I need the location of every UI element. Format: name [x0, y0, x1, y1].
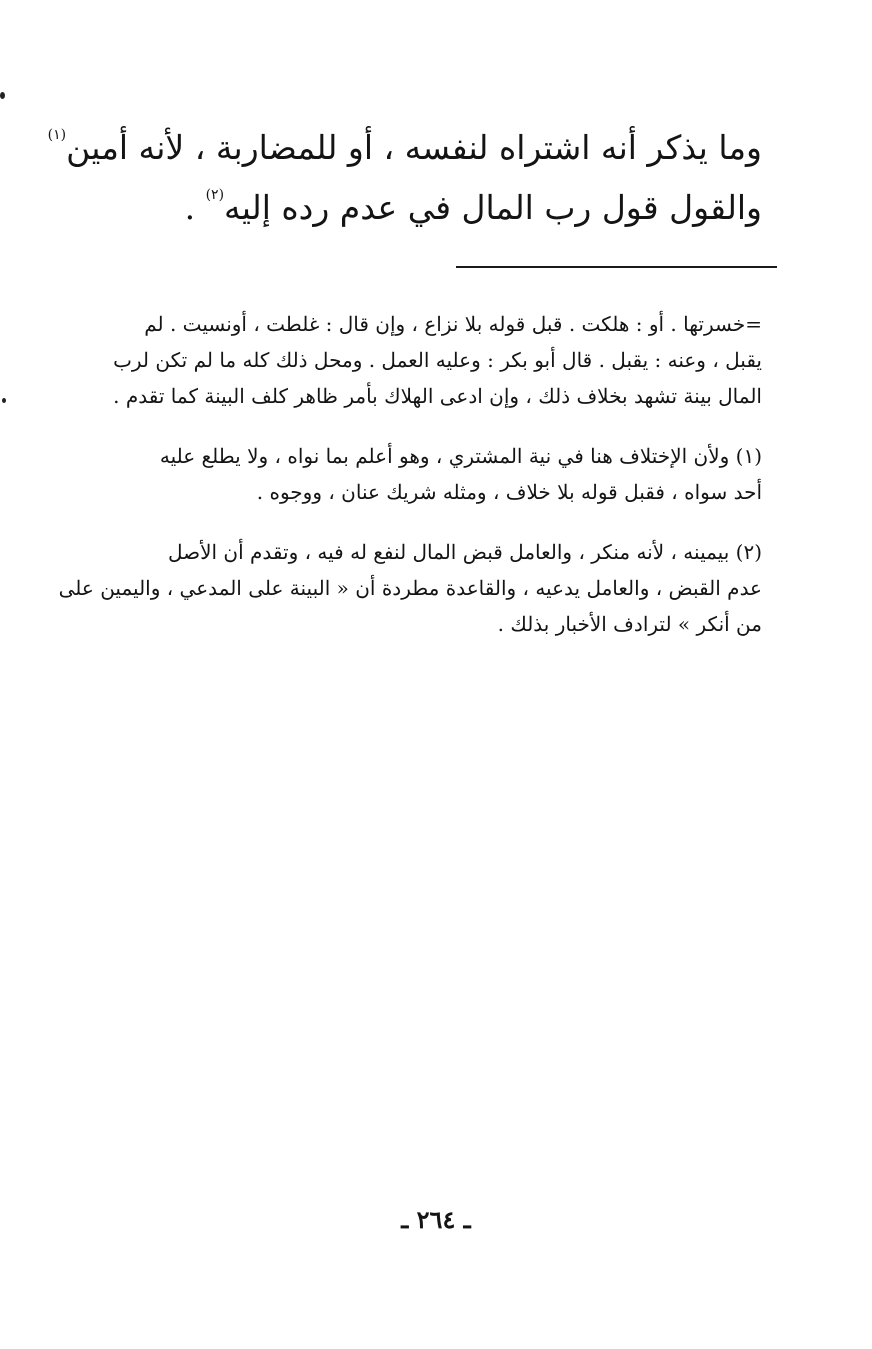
footnote-2: [22, 534, 762, 642]
footnote-1: [22, 438, 762, 510]
footnote-gap: [22, 510, 762, 534]
main-text: [47, 118, 762, 238]
footnote-ref-2: (٢): [205, 187, 225, 203]
footnote-ref-1: (١): [47, 127, 67, 143]
footnote-line: يقبل ، وعنه : يقبل . قال أبو بكر : وعليه العمل . ومحل ذلك كله ما لم تكن لرب: [113, 348, 762, 372]
main-line-2-tail: .: [184, 188, 206, 227]
main-line-2: [62, 178, 762, 238]
footnote-divider: [456, 266, 777, 268]
footnote-line: من أنكر » لترادف الأخبار بذلك .: [497, 612, 762, 636]
main-line-1-text: وما يذكر أنه اشتراه لنفسه ، أو للمضاربة ، لأنه أمين: [66, 128, 762, 167]
footnote-line: المال بينة تشهد بخلاف ذلك ، وإن ادعى الهلاك بأمر ظاهر كلف البينة كما تقدم .: [113, 384, 762, 408]
footnote-continuation: [22, 306, 762, 414]
margin-mark-middle: [2, 398, 6, 403]
footnote-line: (١) ولأن الإختلاف هنا في نية المشتري ، وهو أعلم بما نواه ، ولا يطلع عليه: [159, 444, 762, 468]
footnote-gap: [22, 414, 762, 438]
main-line-2-text: والقول قول رب المال في عدم رده إليه: [224, 188, 762, 227]
margin-mark-top: [0, 92, 5, 99]
footnotes: [22, 306, 762, 642]
footnote-line: (٢) بيمينه ، لأنه منكر ، والعامل قبض المال لنفع له فيه ، وتقدم أن الأصل: [167, 540, 762, 564]
footnote-line: =خسرتها . أو : هلكت . قبل قوله بلا نزاع ، وإن قال : غلطت ، أونسيت . لم: [144, 312, 762, 336]
footnote-line: عدم القبض ، والعامل يدعيه ، والقاعدة مطردة أن « البينة على المدعي ، واليمين على: [58, 576, 762, 600]
main-line-1: [47, 118, 762, 178]
page-number: ـ ٢٦٤ ـ: [401, 1205, 471, 1234]
footnote-line: أحد سواه ، فقبل قوله بلا خلاف ، ومثله شريك عنان ، ووجوه .: [256, 480, 762, 504]
